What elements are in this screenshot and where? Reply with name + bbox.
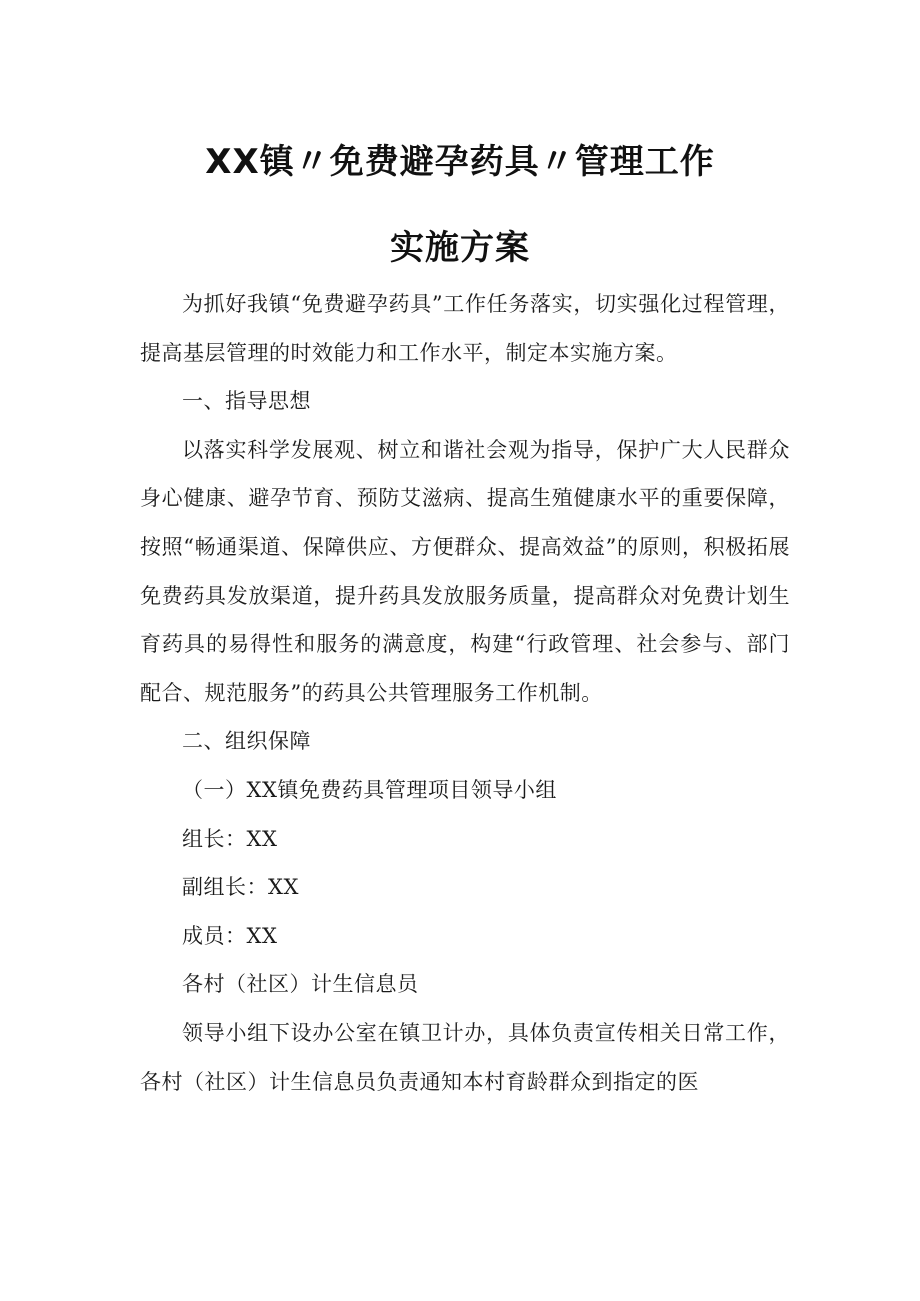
office-paragraph: 领导小组下设办公室在镇卫计办，具体负责宣传相关日常工作，各村（社区）计生信息员负责通知本村育龄群众到指定的医 [140,1020,790,1094]
village-staff-line: 各村（社区）计生信息员 [182,972,419,997]
intro-paragraph: 为抓好我镇“免费避孕药具”工作任务落实，切实强化过程管理，提高基层管理的时效能力和工作水平，制定本实施方案。 [140,292,790,365]
section1-heading: 一、指导思想 [182,389,311,414]
deputy-leader-line: 副组长：XX [182,875,299,900]
leader-line: 组长：XX [182,826,278,851]
document-title-line1: XX镇〃免费避孕药具〃管理工作 [205,142,715,182]
document-body [140,280,790,1106]
section2-heading: 二、组织保障 [182,729,311,754]
section1-paragraph: 以落实科学发展观、树立和谐社会观为指导，保护广大人民群众身心健康、避孕节育、预防艾滋病、提高生殖健康水平的重要保障，按照“畅通渠道、保障供应、方便群众、提高效益”的原则，积极拓展免费药具发放渠道，提升药具发放服务质量，提高群众对免费计划生育药具的易得性和服务的满意度，构建“行政管理、社会参与、部门配合、规范服务”的药具公共管理服务工作机制。 [140,437,790,705]
subsection1-heading: （一）XX镇免费药具管理项目领导小组 [182,777,557,802]
members-line: 成员：XX [182,923,278,948]
document-title-line2: 实施方案 [390,228,530,268]
